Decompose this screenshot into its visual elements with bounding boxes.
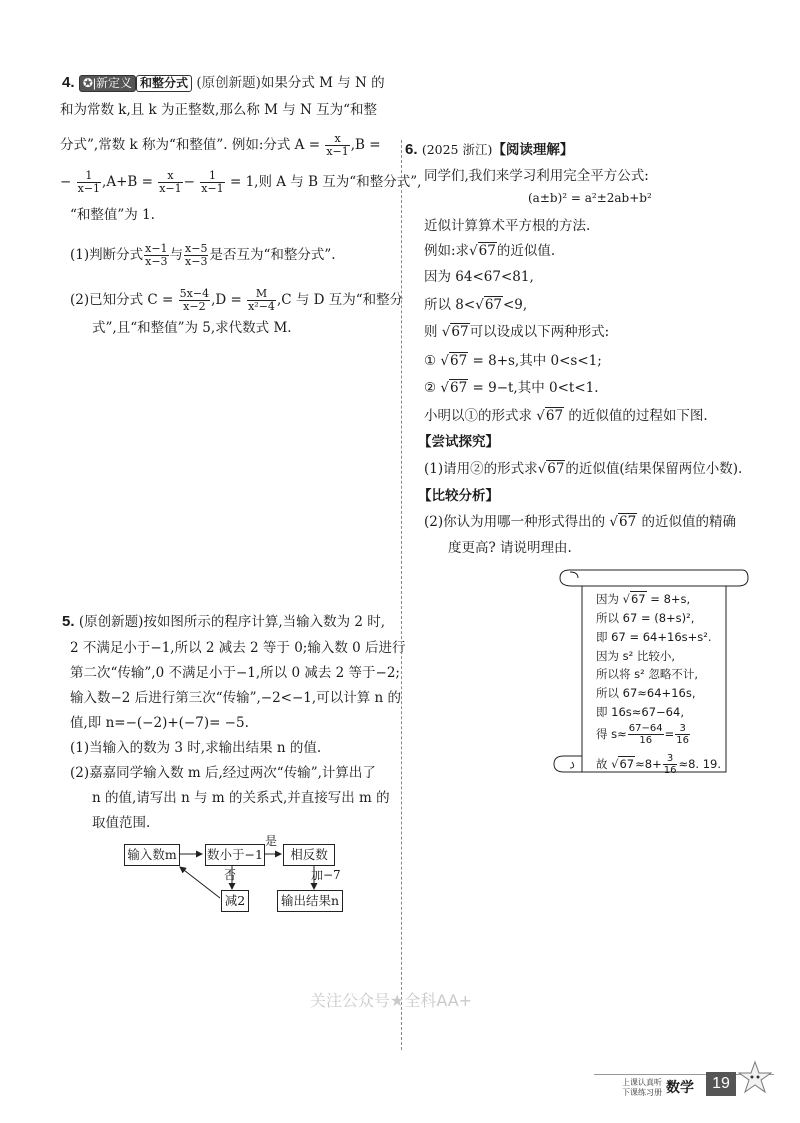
q4-frac-a — [325, 133, 349, 158]
frac-num: 3 — [675, 723, 690, 735]
q5-text-2: 2 不满足小于−1,所以 2 减去 2 等于 0;输入数 0 后进行 — [70, 640, 406, 656]
q5-part-1: (1)当输入的数为 3 时,求输出结果 n 的值. — [70, 740, 322, 756]
column-divider — [401, 140, 402, 1050]
q4-p1-text-c: 是否互为“和整分式”. — [209, 247, 336, 263]
scroll-text-1a: 因为 — [596, 592, 619, 606]
q5-part-2b: n 的值,请写出 n 与 m 的关系式,并直接写出 m 的 — [92, 790, 390, 806]
scroll-line-1: 因为 √67 = 8+s, — [596, 592, 691, 606]
sqrt-67: 67 — [478, 243, 496, 259]
q4-line-4 — [60, 170, 421, 195]
q4-text-3b: ,B = — [350, 137, 381, 153]
frac-num: 3 — [663, 753, 678, 765]
sqrt-67: 67 — [619, 757, 635, 771]
q4-new-definition-tag: ✪|新定义 — [79, 75, 136, 92]
frac-num: 67−64 — [628, 723, 663, 734]
q6-text-1: 同学们,我们来学习利用完全平方公式: — [424, 168, 649, 184]
q6-text-7: ① √67 = 8+s,其中 0<s<1; — [424, 353, 602, 369]
q6-text-5b: <9, — [503, 297, 528, 313]
scroll-line-9: 故 √67≈8+ $\frac{3}{16}$ ≈8. 19. — [596, 753, 722, 776]
q6-text-8a: ② — [424, 380, 437, 396]
frac-den: x−1 — [159, 182, 182, 195]
q5-number: 5. — [62, 613, 75, 630]
q5-text-3: 第二次“传输”,0 不满足小于−1,所以 0 减去 2 等于−2; — [70, 665, 400, 681]
scroll-frac-3 — [663, 753, 678, 776]
q4-text-4b: ,A+B = — [102, 174, 153, 190]
q4-text-5: “和整值”为 1. — [70, 207, 155, 223]
q6-text-9: 小明以①的形式求 √67 的近似值的过程如下图. — [424, 408, 708, 424]
q4-frac-e — [144, 243, 168, 268]
scroll-line-4: 因为 s² 比较小, — [596, 649, 676, 663]
scroll-line-8 — [596, 722, 691, 746]
q6-heading-compare: 【比较分析】 — [418, 488, 499, 503]
q6-p1-text-b: 的近似值(结果保留两位小数). — [565, 461, 743, 477]
scroll-line-3: 即 67 = 64+16s+s². — [596, 630, 712, 644]
frac-num: x — [325, 133, 349, 146]
q4-line-1 — [62, 73, 385, 93]
q6-text-8b: = 9−t,其中 0<t<1. — [472, 380, 599, 396]
sqrt-67: 67 — [547, 461, 565, 477]
q4-minus-2: − — [183, 174, 195, 190]
q4-p2-text-a: (2)已知分式 C = — [70, 292, 174, 308]
q5-part-2a: (2)嘉嘉同学输入数 m 后,经过两次“传输”,计算出了 — [70, 765, 376, 781]
q6-text-3b: 的近似值. — [496, 243, 556, 259]
frac-den: x−3 — [145, 255, 168, 268]
q6-text-7a: ① — [424, 353, 437, 369]
sqrt-67: 67 — [545, 408, 564, 424]
q6-p2-text-b: 的近似值的精确 — [641, 514, 737, 530]
flow-input-box: 输入数m — [124, 844, 180, 866]
sqrt-67: 67 — [451, 324, 469, 340]
q6-formula: (a±b)² = a²±2ab+b² — [528, 191, 652, 205]
q6-tag: 【阅读理解】 — [492, 142, 574, 157]
scroll-text-8a: 得 s≈ — [596, 727, 627, 741]
scroll-text-9b: ≈8+ — [635, 757, 662, 771]
q4-text-2: 和为常数 k,且 k 为正整数,那么称 M 与 N 互为“和整 — [60, 102, 378, 118]
q6-p2-text-a: (2)你认为用哪一种形式得出的 — [424, 514, 606, 530]
watermark: 关注公众号★全科AA+ — [310, 991, 473, 1010]
sqrt-67: 67 — [619, 514, 637, 530]
q6-text-9a: 小明以①的形式求 — [424, 408, 532, 424]
q4-frac-d — [200, 170, 224, 195]
q6-part-1: (1)请用②的形式求√67的近似值(结果保留两位小数). — [424, 461, 743, 477]
frac-num: x−5 — [185, 242, 208, 255]
q6-text-8: ② √67 = 9−t,其中 0<t<1. — [424, 380, 599, 396]
q5-line-1 — [62, 612, 385, 632]
frac-num: x−1 — [145, 242, 168, 255]
q4-frac-c — [158, 170, 182, 195]
q4-source: (原创新题) — [196, 75, 261, 91]
frac-num: x — [158, 170, 182, 183]
sqrt-67: 67 — [450, 353, 468, 369]
scroll-frac-2 — [675, 723, 690, 746]
q4-text-1: 如果分式 M 与 N 的 — [260, 75, 385, 91]
q4-text-3a: 分式”,常数 k 称为“和整值”. 例如:分式 A = — [60, 137, 321, 153]
q6-heading-explore: 【尝试探究】 — [418, 434, 499, 449]
scroll-line-7: 即 16s≈67−64, — [596, 705, 684, 719]
q6-text-6b: 可以设成以下两种形式: — [469, 324, 610, 340]
scroll-text-9c: ≈8. 19. — [678, 757, 722, 771]
flow-output-box: 输出结果n — [277, 890, 343, 912]
frac-num: M — [247, 288, 276, 301]
footer-subject: 数学 — [666, 1080, 694, 1096]
q5-part-2c: 取值范围. — [92, 815, 151, 831]
q6-text-7b: = 8+s,其中 0<s<1; — [472, 353, 602, 369]
q6-text-6: 则 √67可以设成以下两种形式: — [424, 324, 610, 340]
q4-frac-f — [184, 243, 208, 268]
q4-text-4d: = 1,则 A 与 B 互为“和整分式”, — [229, 174, 422, 190]
frac-num: 5x−4 — [179, 287, 210, 300]
q4-part-2 — [70, 288, 403, 313]
q6-text-3: 例如:求√67的近似值. — [424, 243, 556, 259]
footer-slogan-2: 下课练习册 — [622, 1088, 662, 1097]
frac-den: x−1 — [326, 145, 349, 158]
flow-add-label: 加−7 — [311, 868, 341, 882]
scroll-line-2: 所以 67 = (8+s)², — [596, 611, 695, 625]
q6-source: (2025 浙江) — [421, 142, 493, 157]
q4-p1-text-b: 与 — [169, 247, 184, 263]
q6-part-2: (2)你认为用哪一种形式得出的 √67 的近似值的精确 — [424, 514, 737, 530]
q4-p1-text-a: (1)判断分式 — [70, 247, 144, 263]
q5-text-5: 值,即 n=−(−2)+(−7)= −5. — [70, 715, 249, 731]
flow-condition-box: 数小于−1 — [205, 844, 265, 866]
frac-den: x²−4 — [248, 300, 275, 313]
q6-text-3a: 例如:求 — [424, 243, 470, 259]
q6-text-5: 所以 8<√67<9, — [424, 297, 528, 313]
frac-den: 16 — [639, 735, 653, 746]
q4-number: 4. — [62, 74, 75, 91]
sqrt-67: 67 — [484, 297, 502, 313]
q6-number: 6. — [405, 141, 418, 158]
scroll-line-6: 所以 67≈64+16s, — [596, 686, 696, 700]
frac-den: x−3 — [185, 255, 208, 268]
q4-line-3 — [60, 133, 381, 158]
sqrt-67: 67 — [450, 380, 468, 396]
frac-den: x−2 — [183, 300, 206, 313]
frac-den: x−1 — [77, 182, 101, 195]
q4-p2-text-b: ,D = — [211, 292, 242, 308]
scroll-text-8b: = — [664, 727, 675, 741]
scroll-line-5: 所以将 s² 忽略不计, — [596, 667, 699, 681]
frac-num: 1 — [200, 170, 224, 183]
q4-p2-text-d: 式”,且“和整值”为 5,求代数式 M. — [92, 320, 292, 336]
q4-frac-h — [247, 288, 276, 313]
page-number: 19 — [706, 1072, 736, 1096]
frac-den: x−1 — [201, 182, 224, 195]
flow-opposite-box: 相反数 — [283, 844, 335, 866]
q4-p2-text-c: ,C 与 D 互为“和整分 — [276, 292, 404, 308]
scroll-text-1b: = 8+s, — [650, 592, 691, 606]
q5-text-1: (原创新题)按如图所示的程序计算,当输入数为 2 时, — [78, 614, 386, 630]
frac-den: 16 — [676, 735, 689, 746]
flow-yes-label: 是 — [265, 834, 278, 848]
q6-text-6a: 则 — [424, 324, 438, 340]
q6-text-9b: 的近似值的过程如下图. — [568, 408, 708, 424]
q6-p1-text-a: (1)请用②的形式求 — [424, 461, 538, 477]
flow-no-label: 否 — [224, 868, 237, 882]
scroll-frac-1 — [628, 723, 664, 746]
q4-minus: − — [60, 174, 72, 190]
q6-line-1 — [405, 140, 573, 160]
flow-subtract-box: 减2 — [221, 890, 249, 912]
footer-slogan-1: 上课认真听 — [622, 1078, 662, 1087]
frac-den: 16 — [663, 765, 677, 776]
scroll-text-9a: 故 — [596, 757, 608, 771]
q6-p2-text-c: 度更高? 请说明理由. — [448, 540, 572, 556]
q6-text-2: 近似计算算术平方根的方法. — [424, 218, 591, 234]
q4-part-1 — [70, 243, 336, 268]
frac-num: 1 — [77, 170, 101, 183]
q5-text-4: 输入数−2 后进行第三次“传输”,−2<−1,可以计算 n 的 — [70, 690, 401, 706]
q4-frac-g — [179, 288, 210, 313]
star-mascot-icon — [738, 1060, 772, 1098]
q6-text-5a: 所以 8< — [424, 297, 476, 313]
q4-frac-b — [77, 170, 101, 195]
q6-text-4: 因为 64<67<81, — [424, 269, 534, 285]
q4-topic-tag: 和整分式 — [136, 75, 192, 92]
sqrt-67: 67 — [630, 592, 646, 606]
